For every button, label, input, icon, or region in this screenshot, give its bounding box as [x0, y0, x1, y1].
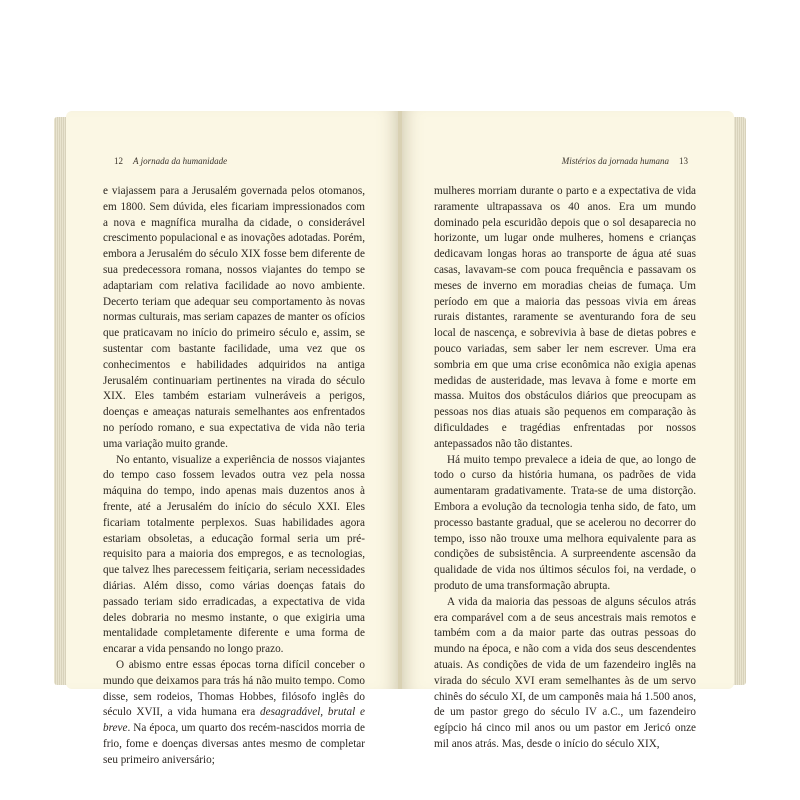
open-book: [54, 111, 746, 766]
left-page-body: [103, 184, 365, 768]
paragraph-text: . Na época, um quarto dos recém-nascidos morria de frio, fome e doenças diversas antes mesmo de completar seu primeiro aniversário;: [103, 722, 365, 766]
right-page: [400, 111, 734, 750]
italic-quote: desagradável, brutal e breve: [103, 706, 365, 735]
book-gutter: [398, 111, 402, 689]
paragraph: mulheres morriam durante o parto e a expectativa de vida raramente ultrapassava os 40 anos. Era um mundo dominado pela escuridão depois que o sol desaparecia no horizonte, um lugar onde mulheres, homens e crianças dedicavam longas horas ao transporte de água até suas casas, lavavam-se com pouca frequência e passavam os meses de inverno em moradias cheias de fumaça. Um período em que a maioria das pessoas vivia em áreas rurais distantes, raramente se aventurando fora de seu local de nascença, e sobrevivia à base de dietas pobres e pouco variadas, sem saber ler nem escrever. Uma era sombria em que uma crise econômica não exigia apenas medidas de austeridade, mas levava à fome e morte em massa. Muitos dos obstáculos diários que preocupam as pessoas nos dias atuais são pequenos em comparação às dificuldades e tragédias enfrentadas por nossos antepassados não tão distantes.: [434, 185, 696, 450]
right-page-body: [434, 184, 696, 753]
paragraph-text: O abismo entre essas épocas torna difícil conceber o mundo que deixamos para trás há não muito tempo. Como disse, sem rodeios, Thomas Hobbes, filósofo inglês do século XVII, a vida humana era: [103, 658, 365, 719]
paragraph: No entanto, visualize a experiência de nossos viajantes do tempo caso fossem levados outra vez pela nossa máquina do tempo, indo apenas mais duzentos anos à frente, até a Jerusalém do início do século XXI. Eles ficariam totalmente perplexos. Suas habilidades agora estariam obsoletas, a educação formal seria um pré-requisito para a maioria dos empregos, e as tecnologias, que talvez lhes parecessem feitiçaria, seriam necessidades diárias. Além disso, como várias doenças fatais do passado teriam sido erradicadas, a expectativa de vida deles dobraria no mesmo instante, o que exigiria uma mentalidade completamente diferente e uma forma de encarar a vida pensando no longo prazo.: [103, 453, 365, 656]
page-number-left: 12: [114, 156, 123, 166]
paragraph: Há muito tempo prevalece a ideia de que, ao longo de todo o curso da história humana, os padrões de vida aumentaram gradativamente. Trata-se de uma distorção. Embora a evolução da tecnologia tenha sido, de fato, um processo bastante gradual, que se acelerou no decorrer do tempo, isso não trouxe uma melhora equivalente para as condições de subsistência. A surpreendente ascensão da qualidade de vida nos últimos séculos foi, na verdade, o produto de uma transformação abrupta.: [434, 453, 696, 592]
running-head-left: A jornada da humanidade: [133, 156, 228, 166]
paragraph: A vida da maioria das pessoas de alguns séculos atrás era comparável com a de seus ancestrais mais remotos e também com a da maior parte das outras pessoas do mundo na época, e não com a vida dos seus descendentes atuais. As condições de vida de um fazendeiro inglês na virada do século XVI eram semelhantes às de um servo chinês do século XI, de um camponês maia há 1.500 anos, de um pastor grego do século IV a.C., um fazendeiro egípcio há cinco mil anos ou um pastor em Jericó onze mil anos atrás. Mas, desde o início do século XIX,: [434, 595, 696, 750]
right-page-edges: [732, 117, 746, 685]
paragraph: [103, 658, 365, 769]
left-page: [66, 111, 400, 766]
running-head-right: Mistérios da jornada humana: [561, 156, 669, 166]
left-page-header: [104, 156, 227, 166]
page-number-right: 13: [679, 156, 688, 166]
right-page-header: [562, 156, 698, 166]
paragraph: e viajassem para a Jerusalém governada pelos otomanos, em 1800. Sem dúvida, eles ficariam impressionados com a nova e magnífica muralha da cidade, o considerável crescimento populacional e as inovações adotadas. Porém, embora a Jerusalém do século XIX fosse bem diferente de sua predecessora romana, nossos viajantes do tempo se adaptariam com relativa facilidade ao novo ambiente. Decerto teriam que adequar seu comportamento às novas normas culturais, mas seriam capazes de manter os ofícios que praticavam no início do primeiro século e, assim, se sustentar com bastante facilidade, uma vez que os conhecimentos e habilidades adquiridos na antiga Jerusalém continuariam pertinentes na virada do século XIX. Eles também estariam vulneráveis a perigos, doenças e ameaças naturais semelhantes aos enfrentados no período romano, e sua expectativa de vida não teria uma variação muito grande.: [103, 185, 365, 450]
